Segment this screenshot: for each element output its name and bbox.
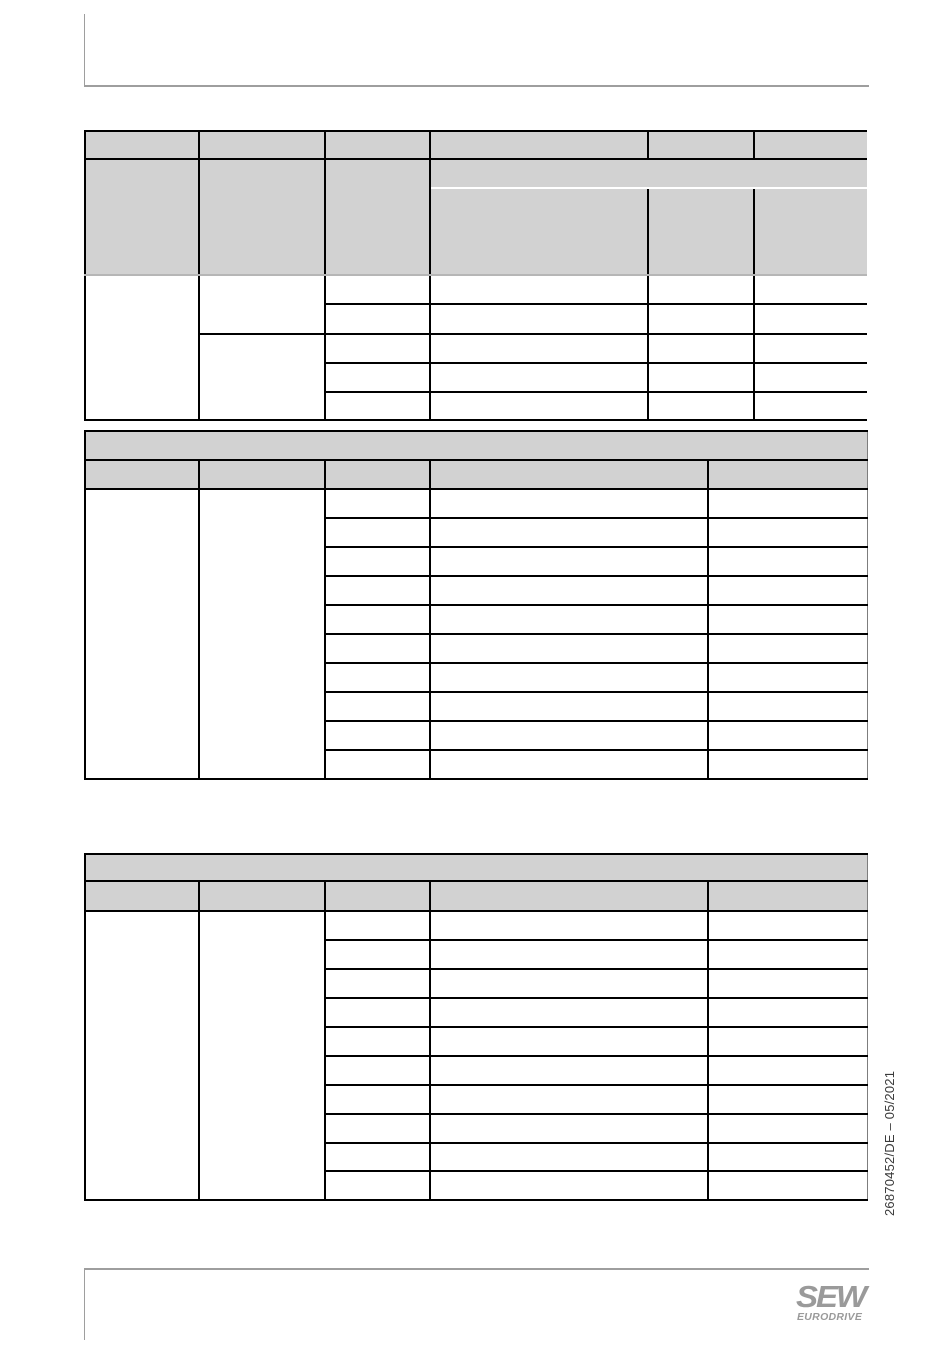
table-cell <box>708 940 867 969</box>
table-cell <box>648 304 754 334</box>
header-rule-tick <box>84 14 85 86</box>
table-cell <box>199 275 325 334</box>
table-cell <box>708 911 867 940</box>
table-cell <box>430 1027 708 1056</box>
header-cell <box>199 159 325 275</box>
table-cell <box>648 363 754 392</box>
table-cell <box>430 1056 708 1085</box>
table-top-header-row <box>85 131 867 159</box>
table-cell <box>199 489 325 779</box>
header-cell <box>754 131 867 159</box>
table-cell <box>430 334 648 363</box>
logo-subbrand-text: EURODRIVE <box>797 1311 863 1323</box>
table-row <box>85 911 867 940</box>
table-cell <box>325 518 430 547</box>
header-cell <box>199 131 325 159</box>
header-cell <box>430 131 648 159</box>
header-cell <box>325 881 430 911</box>
header-cell <box>199 881 325 911</box>
header-cell <box>430 188 648 275</box>
table-cell <box>325 304 430 334</box>
header-rule <box>84 85 869 87</box>
table-cell <box>430 940 708 969</box>
table-title-bar <box>85 854 867 881</box>
table-cell <box>648 392 754 420</box>
table-cell <box>754 392 867 420</box>
table-bottom-title-row <box>85 854 867 881</box>
header-cell <box>754 188 867 275</box>
table-cell <box>325 663 430 692</box>
table-cell <box>648 275 754 304</box>
table-cell <box>708 518 867 547</box>
table-cell <box>708 721 867 750</box>
table-cell <box>325 998 430 1027</box>
table-row <box>85 489 867 518</box>
table-cell <box>708 663 867 692</box>
table-cell <box>325 634 430 663</box>
header-cell <box>708 460 867 489</box>
table-title-bar <box>85 431 867 460</box>
table-cell <box>430 721 708 750</box>
table-cell <box>430 1143 708 1171</box>
footer-rule-tick <box>84 1268 85 1340</box>
table-cell <box>325 1085 430 1114</box>
table-cell <box>430 998 708 1027</box>
table-cell <box>708 1171 867 1200</box>
table-cell <box>430 576 708 605</box>
table-cell <box>85 275 199 420</box>
table-cell <box>430 275 648 304</box>
header-cell <box>325 131 430 159</box>
table-cell <box>325 1171 430 1200</box>
table-cell <box>708 692 867 721</box>
table-cell <box>708 547 867 576</box>
table-cell <box>325 1143 430 1171</box>
table-bottom <box>84 853 868 1201</box>
table-row <box>85 334 867 363</box>
logo-brand-text: SEW <box>796 1279 866 1314</box>
table-cell <box>430 304 648 334</box>
table-top-subheader-row <box>85 159 867 188</box>
table-cell <box>325 940 430 969</box>
header-cell <box>85 460 199 489</box>
table-cell <box>325 721 430 750</box>
footer-rule <box>84 1268 869 1270</box>
table-cell <box>325 392 430 420</box>
table-top <box>84 130 867 421</box>
table-cell <box>708 576 867 605</box>
table-cell <box>325 1114 430 1143</box>
table-cell <box>430 392 648 420</box>
table-cell <box>430 969 708 998</box>
header-cell <box>85 881 199 911</box>
table-cell <box>430 750 708 779</box>
table-cell <box>708 969 867 998</box>
table-cell <box>85 489 199 779</box>
table-middle-title-row <box>85 431 867 460</box>
table-cell <box>325 576 430 605</box>
table-row <box>85 275 867 304</box>
table-cell <box>430 911 708 940</box>
header-cell <box>199 460 325 489</box>
header-band-cell <box>430 159 867 188</box>
table-cell <box>325 1027 430 1056</box>
table-cell <box>708 750 867 779</box>
table-cell <box>754 304 867 334</box>
table-cell <box>325 275 430 304</box>
table-cell <box>708 489 867 518</box>
table-cell <box>430 692 708 721</box>
table-cell <box>325 547 430 576</box>
table-cell <box>325 605 430 634</box>
header-cell <box>325 159 430 275</box>
table-cell <box>430 663 708 692</box>
table-cell <box>430 605 708 634</box>
table-cell <box>325 334 430 363</box>
header-cell <box>430 881 708 911</box>
table-cell <box>708 1027 867 1056</box>
header-cell <box>85 159 199 275</box>
table-middle-header-row <box>85 460 867 489</box>
sew-eurodrive-logo <box>796 1281 865 1323</box>
table-cell <box>199 911 325 1200</box>
table-cell <box>430 1085 708 1114</box>
header-cell <box>430 460 708 489</box>
table-cell <box>430 547 708 576</box>
table-cell <box>199 334 325 420</box>
table-cell <box>708 605 867 634</box>
doc-reference-vertical: 26870452/DE – 05/2021 <box>882 1070 897 1216</box>
header-cell <box>648 188 754 275</box>
table-cell <box>325 1056 430 1085</box>
table-cell <box>708 1085 867 1114</box>
table-cell <box>325 969 430 998</box>
table-cell <box>754 363 867 392</box>
table-bottom-header-row <box>85 881 867 911</box>
table-cell <box>708 634 867 663</box>
table-cell <box>754 275 867 304</box>
table-cell <box>430 363 648 392</box>
table-cell <box>708 1056 867 1085</box>
table-cell <box>325 489 430 518</box>
table-middle <box>84 430 868 780</box>
table-cell <box>708 998 867 1027</box>
table-cell <box>325 692 430 721</box>
table-cell <box>430 634 708 663</box>
table-cell <box>325 363 430 392</box>
header-cell <box>708 881 867 911</box>
table-cell <box>85 911 199 1200</box>
table-cell <box>430 489 708 518</box>
table-cell <box>325 911 430 940</box>
table-cell <box>430 1114 708 1143</box>
table-cell <box>325 750 430 779</box>
table-cell <box>708 1143 867 1171</box>
table-cell <box>430 518 708 547</box>
table-cell <box>430 1171 708 1200</box>
header-cell <box>648 131 754 159</box>
table-cell <box>708 1114 867 1143</box>
table-cell <box>648 334 754 363</box>
header-cell <box>325 460 430 489</box>
header-cell <box>85 131 199 159</box>
table-cell <box>754 334 867 363</box>
